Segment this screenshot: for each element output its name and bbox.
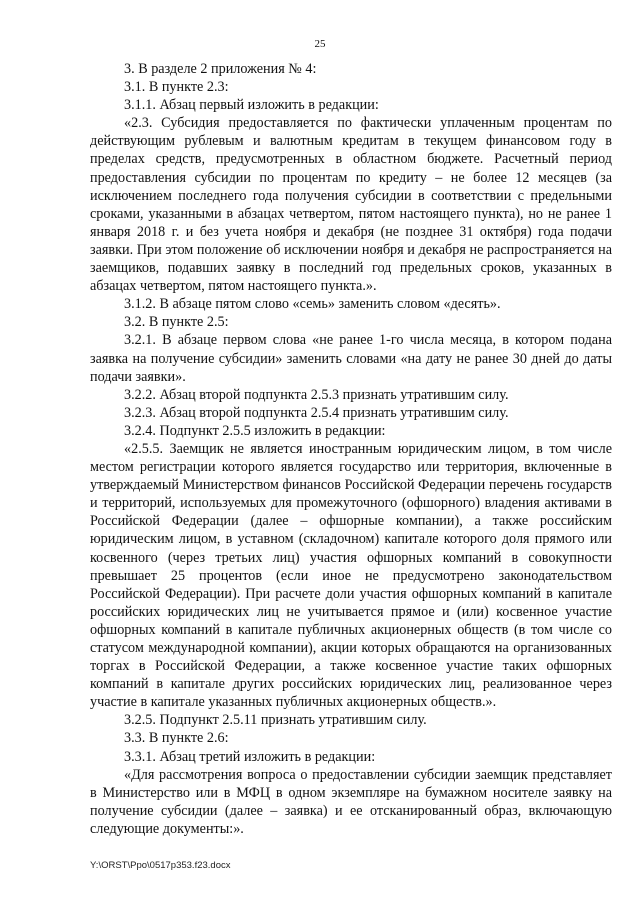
paragraph-quote-2-5-5: «2.5.5. Заемщик не является иностранным юридическим лицом, в том числе местом регистрации которого является государство или территория, включенные в утверждаемый Министерством финансов Российской Федерации перечень государств и территорий, используемых для промежуточного (офшорного) владения активами в Российской Федерации (далее – офшорные компании), а также российским юридическим лицом, в уставном (складочном) капитале которого доля прямого или косвенного (через третьих лиц) участия офшорных компаний в совокупности превышает 25 процентов (если иное не предусмотрено законодательством Российской Федерации). При расчете доли участия офшорных компаний в капитале российских юридических лиц не учитывается прямое и (или) косвенное участие офшорных компаний в капитале публичных акционерных обществ (в том числе со статусом международной компании), акции которых обращаются на организованных торгах в Российской Федерации, а также косвенное участие таких офшорных компаний в капитале других российских юридических лиц, реализованное через участие в капитале указанных публичных акционерных обществ.». — [90, 440, 612, 711]
paragraph-section-3: 3. В разделе 2 приложения № 4: — [124, 61, 317, 77]
paragraph-3-2-1: 3.2.1. В абзаце первом слова «не ранее 1-го числа месяца, в котором подана заявка на получение субсидии» заменить словами «на дату не ранее 30 дней до даты подачи заявки». — [90, 332, 612, 385]
paragraph-3-2-2: 3.2.2. Абзац второй подпункта 2.5.3 признать утратившим силу. — [124, 386, 509, 403]
paragraph-3-1-1: 3.1.1. Абзац первый изложить в редакции: — [124, 97, 379, 114]
paragraph-3-3-1: 3.3.1. Абзац третий изложить в редакции: — [124, 748, 376, 765]
paragraph-quote-documents: «Для рассмотрения вопроса о предоставлении субсидии заемщик представляет в Министерство или в МФЦ в одном экземпляре на бумажном носителе заявку на получение субсидии (далее – заявка) и ее отсканированный образ, включающую следующие документы:». — [90, 766, 612, 837]
paragraph-3-2-3: 3.2.3. Абзац второй подпункта 2.5.4 признать утратившим силу. — [124, 404, 509, 421]
paragraph-quote-2-3: «2.3. Субсидия предоставляется по фактически уплаченным процентам по действующим рублевым и валютным кредитам в текущем финансовом году в пределах средств, предусмотренных в областном бюджете. Расчетный период предоставления субсидии по процентам по кредиту – не более 12 месяцев (за исключением последнего года получения субсидии в соответствии с предельными сроками, указанными в абзацах четвертом, пятом настоящего пункта), но не ранее 1 января 2018 г. и без учета ноября и декабря (не позднее 31 октября) года подачи заявки. При этом положение об исключении ноября и декабря не распространяется на заемщиков, подавших заявку в последний год предельных сроков, указанных в абзацах четвертом, пятом настоящего пункта.». — [90, 115, 612, 295]
paragraph-3-1: 3.1. В пункте 2.3: — [124, 79, 229, 96]
file-path-footer: Y:\ORST\Ppo\0517p353.f23.docx — [90, 860, 231, 871]
document-body — [90, 60, 612, 838]
paragraph-3-1-2: 3.1.2. В абзаце пятом слово «семь» заменить словом «десять». — [124, 296, 501, 313]
paragraph-3-3: 3.3. В пункте 2.6: — [124, 730, 229, 747]
paragraph-3-2: 3.2. В пункте 2.5: — [124, 314, 229, 331]
paragraph-3-2-5: 3.2.5. Подпункт 2.5.11 признать утратившим силу. — [124, 712, 427, 729]
page-number: 25 — [314, 38, 326, 50]
paragraph-3-2-4: 3.2.4. Подпункт 2.5.5 изложить в редакции: — [124, 422, 386, 439]
